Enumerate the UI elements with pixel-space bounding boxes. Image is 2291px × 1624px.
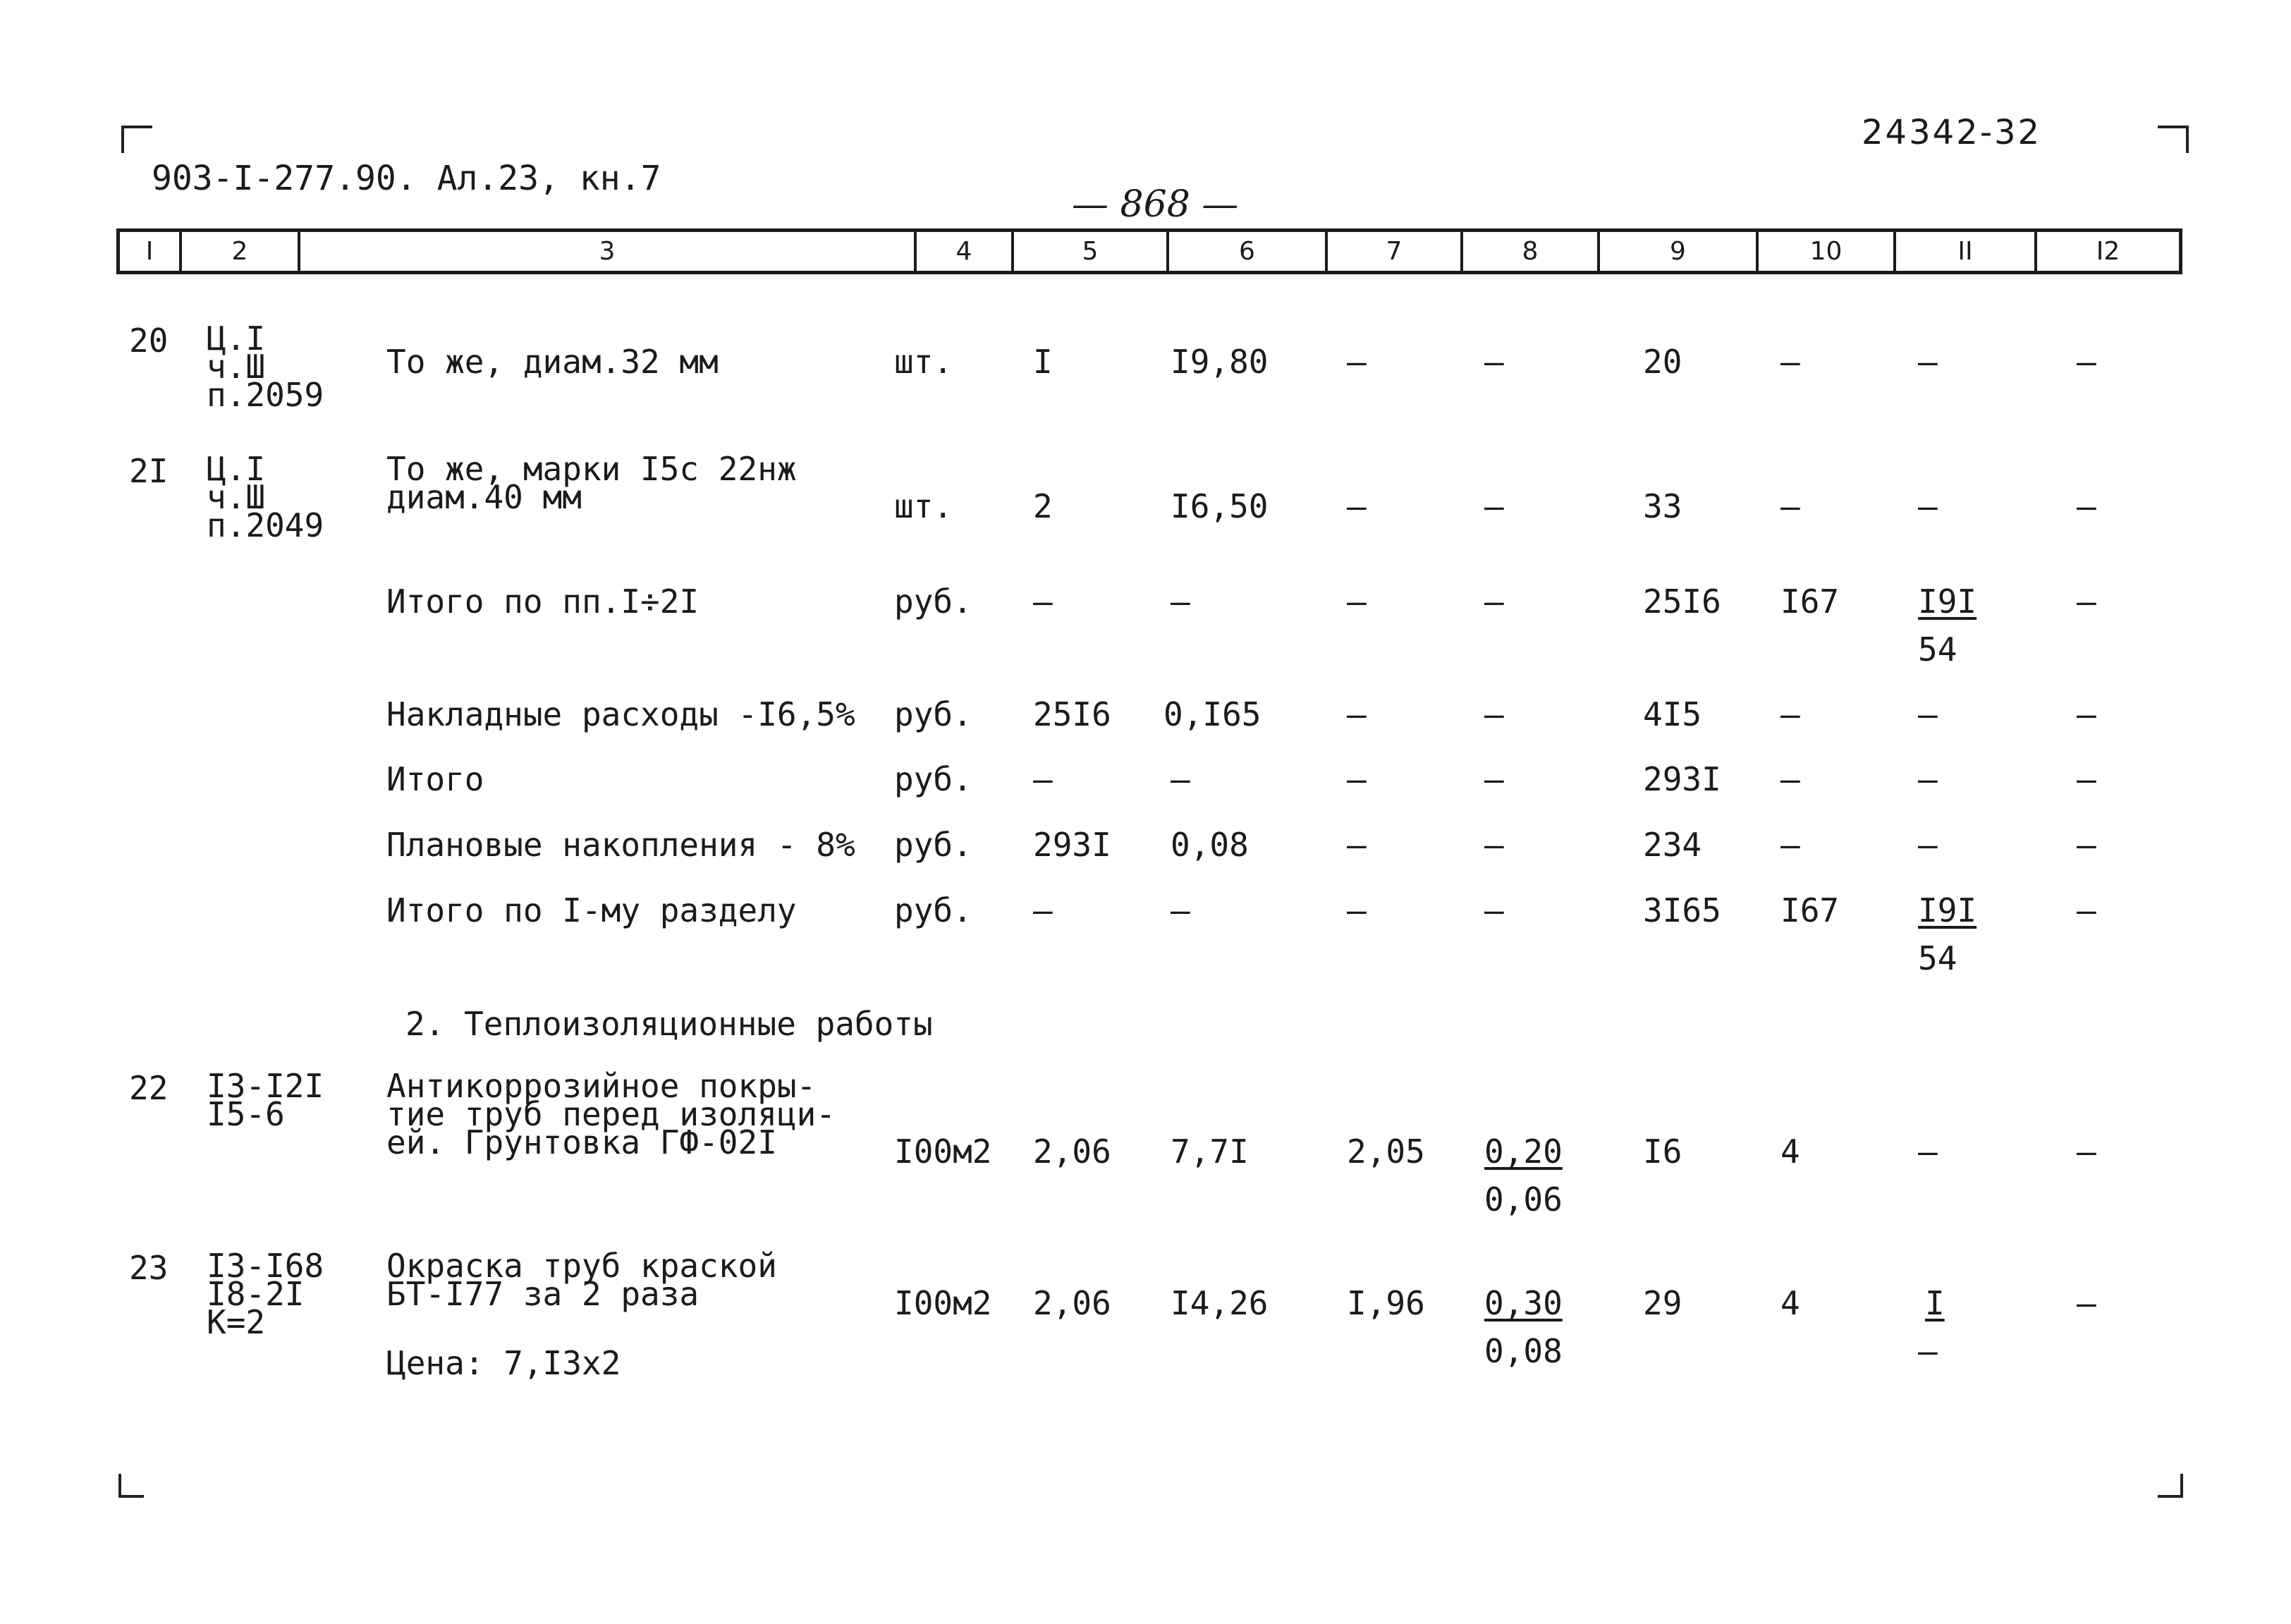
col9-value: 25I6 bbox=[1643, 582, 1721, 621]
col12-value: – bbox=[2077, 1132, 2096, 1171]
col10-value: 4 bbox=[1780, 1284, 1800, 1322]
col5-value: 2,06 bbox=[1033, 1284, 1111, 1322]
col7-value: – bbox=[1347, 826, 1367, 864]
col7-value: 2,05 bbox=[1347, 1132, 1425, 1171]
unit: руб. bbox=[894, 891, 972, 929]
col6-value: I9,80 bbox=[1171, 343, 1269, 381]
summary-name: Итого по I-му разделу bbox=[386, 891, 797, 929]
col10-value: – bbox=[1780, 343, 1800, 381]
column-header: 5 bbox=[1014, 232, 1169, 271]
row-number: 2I bbox=[129, 452, 169, 490]
col11-value: I bbox=[1925, 1284, 1945, 1322]
col7-value: – bbox=[1347, 891, 1367, 929]
col9-value: 4I5 bbox=[1643, 695, 1702, 733]
unit: руб. bbox=[894, 826, 972, 864]
col10-value: – bbox=[1780, 826, 1800, 864]
column-header: 4 bbox=[917, 232, 1014, 271]
col11-subvalue: 54 bbox=[1918, 630, 1957, 668]
column-header: 9 bbox=[1600, 232, 1759, 271]
document-code: 903-I-277.90. Ал.23, кн.7 bbox=[152, 159, 661, 198]
col6-value: 0,08 bbox=[1171, 826, 1249, 864]
col12-value: – bbox=[2077, 343, 2096, 381]
col8-value: – bbox=[1484, 487, 1504, 525]
col12-value: – bbox=[2077, 1284, 2096, 1322]
column-header: 2 bbox=[182, 232, 300, 271]
col5-value: – bbox=[1033, 582, 1053, 621]
column-number-bar bbox=[116, 228, 2182, 274]
col10-value: – bbox=[1780, 695, 1800, 733]
column-header: I bbox=[120, 232, 182, 271]
norm-reference: I3-I2I I5-6 bbox=[207, 1067, 324, 1133]
document-number: 24342-32 bbox=[1862, 113, 2042, 152]
col8-value: – bbox=[1484, 760, 1504, 798]
col9-value: 3I65 bbox=[1643, 891, 1721, 929]
col6-value: I4,26 bbox=[1171, 1284, 1269, 1322]
summary-name: Итого bbox=[386, 760, 484, 798]
column-header: 8 bbox=[1463, 232, 1600, 271]
row-number: 22 bbox=[129, 1069, 169, 1107]
col11-value: – bbox=[1918, 760, 1938, 798]
unit: руб. bbox=[894, 582, 972, 621]
col5-value: – bbox=[1033, 760, 1053, 798]
col11-value: I9I bbox=[1918, 891, 1977, 929]
col10-value: 4 bbox=[1780, 1132, 1800, 1171]
col11-value: – bbox=[1918, 343, 1938, 381]
column-header: 6 bbox=[1169, 232, 1328, 271]
col9-value: I6 bbox=[1643, 1132, 1682, 1171]
col5-value: 2,06 bbox=[1033, 1132, 1111, 1171]
col12-value: – bbox=[2077, 487, 2096, 525]
norm-reference: Ц.I ч.Ш п.2049 bbox=[207, 450, 324, 544]
col9-value: 29 bbox=[1643, 1284, 1682, 1322]
col7-value: – bbox=[1347, 343, 1367, 381]
col7-value: – bbox=[1347, 760, 1367, 798]
column-header: I2 bbox=[2096, 237, 2120, 266]
row-number: 20 bbox=[129, 322, 169, 360]
col6-value: – bbox=[1171, 891, 1190, 929]
col12-value: – bbox=[2077, 891, 2096, 929]
page-number: — 868 — bbox=[1072, 183, 1239, 226]
col9-value: 293I bbox=[1643, 760, 1721, 798]
price-note: Цена: 7,I3х2 bbox=[386, 1344, 621, 1382]
col11-value: I9I bbox=[1918, 582, 1977, 621]
col8-value: – bbox=[1484, 343, 1504, 381]
col5-value: I bbox=[1033, 343, 1053, 381]
col8-value: – bbox=[1484, 891, 1504, 929]
unit: шт. bbox=[894, 487, 953, 525]
unit: руб. bbox=[894, 695, 972, 733]
section-title: 2. Теплоизоляционные работы bbox=[405, 1005, 933, 1043]
col11-subvalue: – bbox=[1918, 1332, 1938, 1370]
col10-value: I67 bbox=[1780, 891, 1840, 929]
col7-value: – bbox=[1347, 582, 1367, 621]
column-header: 7 bbox=[1328, 232, 1463, 271]
col8-value: – bbox=[1484, 826, 1504, 864]
col6-value: I6,50 bbox=[1171, 487, 1269, 525]
col12-value: – bbox=[2077, 760, 2096, 798]
col6-value: 7,7I bbox=[1171, 1132, 1249, 1171]
col5-value: 2 bbox=[1033, 487, 1053, 525]
col5-value: – bbox=[1033, 891, 1053, 929]
col12-value: – bbox=[2077, 695, 2096, 733]
norm-reference: I3-I68 I8-2I К=2 bbox=[207, 1247, 324, 1341]
summary-name: Итого по пп.I÷2I bbox=[386, 582, 699, 621]
unit: шт. bbox=[894, 343, 953, 381]
corner-mark-bottom-left bbox=[118, 1474, 144, 1498]
col9-value: 234 bbox=[1643, 826, 1702, 864]
work-name: То же, диам.32 мм bbox=[386, 343, 719, 381]
col7-value: – bbox=[1347, 695, 1367, 733]
col6-value: 0,I65 bbox=[1163, 695, 1261, 733]
col6-value: – bbox=[1171, 582, 1190, 621]
col11-value: – bbox=[1918, 826, 1938, 864]
col11-value: – bbox=[1918, 1132, 1938, 1171]
row-number: 23 bbox=[129, 1249, 169, 1287]
col8-value: 0,20 bbox=[1484, 1132, 1563, 1171]
column-header: II bbox=[1896, 232, 2037, 271]
norm-reference: Ц.I ч.Ш п.2059 bbox=[207, 319, 324, 414]
unit: руб. bbox=[894, 760, 972, 798]
col11-value: – bbox=[1918, 695, 1938, 733]
summary-name: Накладные расходы -I6,5% bbox=[386, 695, 855, 733]
summary-name: Плановые накопления - 8% bbox=[386, 826, 855, 864]
col10-value: I67 bbox=[1780, 582, 1840, 621]
col11-value: – bbox=[1918, 487, 1938, 525]
col9-value: 33 bbox=[1643, 487, 1682, 525]
col12-value: – bbox=[2077, 826, 2096, 864]
col10-value: – bbox=[1780, 760, 1800, 798]
column-header: 10 bbox=[1759, 232, 1896, 271]
col11-subvalue: 54 bbox=[1918, 939, 1957, 977]
col8-value: – bbox=[1484, 582, 1504, 621]
work-name: Антикоррозийное покры- тие труб перед изоляци- ей. Грунтовка ГФ-02I bbox=[386, 1067, 836, 1161]
col12-value: – bbox=[2077, 582, 2096, 621]
col8-value: 0,30 bbox=[1484, 1284, 1563, 1322]
corner-mark-top-right bbox=[2158, 126, 2189, 153]
column-header: 3 bbox=[300, 232, 917, 271]
work-name: Окраска труб краской БТ-I77 за 2 раза bbox=[386, 1247, 777, 1313]
col8-value: – bbox=[1484, 695, 1504, 733]
unit: I00м2 bbox=[894, 1132, 992, 1171]
col9-value: 20 bbox=[1643, 343, 1682, 381]
col6-value: – bbox=[1171, 760, 1190, 798]
corner-mark-bottom-right bbox=[2158, 1474, 2183, 1498]
col8-subvalue: 0,06 bbox=[1484, 1180, 1563, 1219]
col5-value: 25I6 bbox=[1033, 695, 1111, 733]
corner-mark-top-left bbox=[121, 126, 152, 153]
col7-value: – bbox=[1347, 487, 1367, 525]
col7-value: I,96 bbox=[1347, 1284, 1425, 1322]
col5-value: 293I bbox=[1033, 826, 1111, 864]
col8-subvalue: 0,08 bbox=[1484, 1332, 1563, 1370]
col10-value: – bbox=[1780, 487, 1800, 525]
unit: I00м2 bbox=[894, 1284, 992, 1322]
work-name: То же, марки I5с 22нж диам.40 мм bbox=[386, 450, 797, 516]
